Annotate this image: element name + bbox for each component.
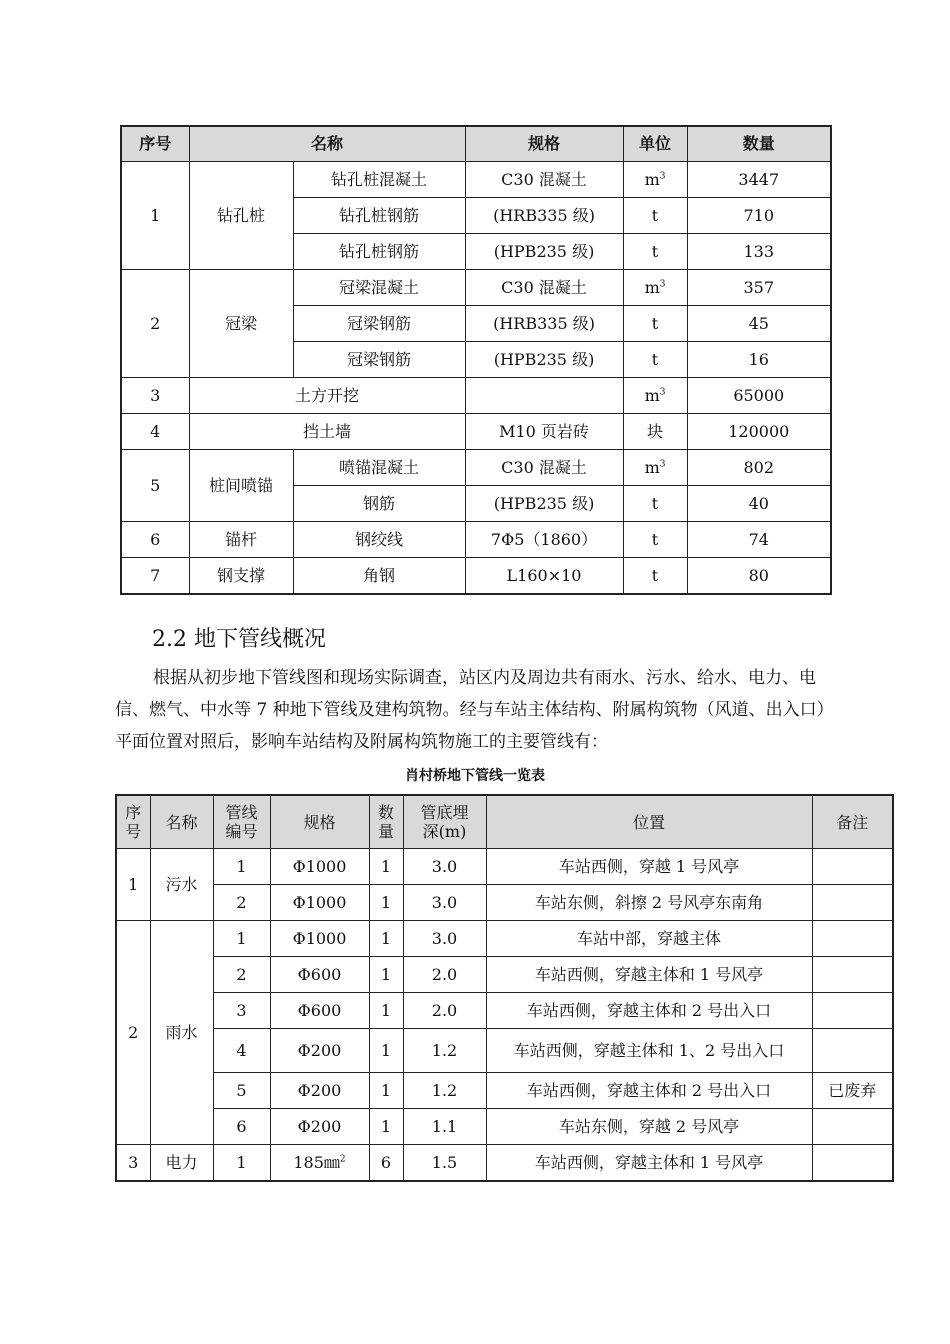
row-depth: 2.0 <box>403 993 486 1029</box>
row-unit: $m^3$ <box>623 378 687 414</box>
row-spec <box>465 378 623 414</box>
row-qty: 45 <box>687 306 831 342</box>
table-row <box>121 522 831 558</box>
row-count: 1 <box>369 1109 403 1145</box>
row-item: 喷锚混凝土 <box>293 450 465 486</box>
table-row <box>116 1073 893 1109</box>
col-header-qty: 数量 <box>687 126 831 162</box>
table-row <box>116 957 893 993</box>
row-qty: 802 <box>687 450 831 486</box>
row-qty: 710 <box>687 198 831 234</box>
row-unit: t <box>623 522 687 558</box>
row-code: 2 <box>213 957 270 993</box>
table-row <box>116 1109 893 1145</box>
table-row <box>116 1029 893 1073</box>
row-no: 4 <box>121 414 189 450</box>
row-depth: 1.2 <box>403 1029 486 1073</box>
row-qty: 40 <box>687 486 831 522</box>
row-location: 车站西侧，穿越主体和 1 号风亭 <box>486 1145 812 1182</box>
col-header-name: 名称 <box>189 126 465 162</box>
row-depth: 2.0 <box>403 957 486 993</box>
row-remark <box>812 1145 893 1182</box>
row-item: 钢筋 <box>293 486 465 522</box>
group-name: 雨水 <box>150 921 213 1145</box>
row-location: 车站西侧，穿越主体和 1、2 号出入口 <box>486 1029 812 1073</box>
row-group: 钢支撑 <box>189 558 293 595</box>
row-code: 1 <box>213 921 270 957</box>
table-row <box>121 162 831 198</box>
row-item: 冠梁钢筋 <box>293 342 465 378</box>
row-no: 1 <box>121 162 189 270</box>
row-spec: (HPB235 级) <box>465 486 623 522</box>
row-spec: C30 混凝土 <box>465 162 623 198</box>
group-name: 污水 <box>150 849 213 921</box>
row-code: 5 <box>213 1073 270 1109</box>
table-row <box>121 378 831 414</box>
row-spec: Φ1000 <box>270 921 369 957</box>
col-header-location: 位置 <box>486 795 812 849</box>
row-spec: 7Φ5（1860） <box>465 522 623 558</box>
row-item: 钻孔桩混凝土 <box>293 162 465 198</box>
row-unit: t <box>623 306 687 342</box>
row-depth: 3.0 <box>403 921 486 957</box>
row-qty: 74 <box>687 522 831 558</box>
row-qty: 120000 <box>687 414 831 450</box>
row-no: 6 <box>121 522 189 558</box>
row-item: 钻孔桩钢筋 <box>293 198 465 234</box>
table-header-row <box>116 795 893 849</box>
row-location: 车站西侧，穿越主体和 1 号风亭 <box>486 957 812 993</box>
row-qty: 65000 <box>687 378 831 414</box>
row-count: 1 <box>369 993 403 1029</box>
row-count: 1 <box>369 1073 403 1109</box>
table-row <box>121 414 831 450</box>
row-remark <box>812 849 893 885</box>
col-header-spec: 规格 <box>270 795 369 849</box>
pipeline-table <box>115 794 894 1182</box>
row-location: 车站西侧，穿越 1 号风亭 <box>486 849 812 885</box>
row-unit: $m^3$ <box>623 450 687 486</box>
row-spec: Φ600 <box>270 957 369 993</box>
col-header-count: 数 量 <box>369 795 403 849</box>
section-heading: 2.2 地下管线概况 <box>152 627 326 652</box>
table-row <box>116 885 893 921</box>
row-unit: $m^3$ <box>623 162 687 198</box>
row-depth: 1.5 <box>403 1145 486 1182</box>
row-spec: (HPB235 级) <box>465 342 623 378</box>
row-item: 冠梁钢筋 <box>293 306 465 342</box>
row-count: 1 <box>369 849 403 885</box>
row-spec: 185㎜$^2$ <box>270 1145 369 1182</box>
row-group: 冠梁 <box>189 270 293 378</box>
row-depth: 1.1 <box>403 1109 486 1145</box>
row-item: 角钢 <box>293 558 465 595</box>
col-header-code: 管线 编号 <box>213 795 270 849</box>
row-depth: 1.2 <box>403 1073 486 1109</box>
col-header-no: 序号 <box>121 126 189 162</box>
row-spec: (HRB335 级) <box>465 306 623 342</box>
row-remark <box>812 1029 893 1073</box>
row-item: 冠梁混凝土 <box>293 270 465 306</box>
row-location: 车站东侧，斜擦 2 号风亭东南角 <box>486 885 812 921</box>
row-spec: Φ200 <box>270 1109 369 1145</box>
row-unit: 块 <box>623 414 687 450</box>
row-spec: (HRB335 级) <box>465 198 623 234</box>
row-unit: t <box>623 198 687 234</box>
group-no: 2 <box>116 921 150 1145</box>
row-group: 桩间喷锚 <box>189 450 293 522</box>
row-spec: Φ600 <box>270 993 369 1029</box>
row-group: 锚杆 <box>189 522 293 558</box>
row-group: 钻孔桩 <box>189 162 293 270</box>
row-spec: Φ1000 <box>270 885 369 921</box>
col-header-unit: 单位 <box>623 126 687 162</box>
row-qty: 133 <box>687 234 831 270</box>
row-code: 4 <box>213 1029 270 1073</box>
table-row <box>116 921 893 957</box>
row-spec: (HPB235 级) <box>465 234 623 270</box>
row-remark <box>812 885 893 921</box>
group-no: 1 <box>116 849 150 921</box>
row-item: 钻孔桩钢筋 <box>293 234 465 270</box>
row-qty: 3447 <box>687 162 831 198</box>
row-unit: t <box>623 486 687 522</box>
row-spec: L160×10 <box>465 558 623 595</box>
row-no: 2 <box>121 270 189 378</box>
row-no: 7 <box>121 558 189 595</box>
row-spec: Φ200 <box>270 1073 369 1109</box>
row-code: 6 <box>213 1109 270 1145</box>
group-no: 3 <box>116 1145 150 1182</box>
row-count: 1 <box>369 885 403 921</box>
row-code: 1 <box>213 1145 270 1182</box>
row-unit: t <box>623 342 687 378</box>
row-location: 车站西侧，穿越主体和 2 号出入口 <box>486 993 812 1029</box>
row-count: 1 <box>369 1029 403 1073</box>
row-unit: t <box>623 234 687 270</box>
row-spec: Φ1000 <box>270 849 369 885</box>
row-unit: $m^3$ <box>623 270 687 306</box>
row-depth: 3.0 <box>403 849 486 885</box>
table-row <box>116 1145 893 1182</box>
section-paragraph: 根据从初步地下管线图和现场实际调查，站区内及周边共有雨水、污水、给水、电力、电信、燃气、中水等 7 种地下管线及建构筑物。经与车站主体结构、附属构筑物（风道、出入口）平面位置对照后，影响车站结构及附属构筑物施工的主要管线有： <box>115 668 834 752</box>
row-spec: C30 混凝土 <box>465 270 623 306</box>
col-header-spec: 规格 <box>465 126 623 162</box>
table-caption: 肖村桥地下管线一览表 <box>405 768 545 784</box>
row-spec: M10 页岩砖 <box>465 414 623 450</box>
row-qty: 16 <box>687 342 831 378</box>
col-header-remark: 备注 <box>812 795 893 849</box>
row-depth: 3.0 <box>403 885 486 921</box>
row-count: 1 <box>369 921 403 957</box>
row-count: 1 <box>369 957 403 993</box>
col-header-depth: 管底埋 深(m) <box>403 795 486 849</box>
col-header-name: 名称 <box>150 795 213 849</box>
row-item: 钢绞线 <box>293 522 465 558</box>
row-remark: 已废弃 <box>812 1073 893 1109</box>
table-row <box>116 993 893 1029</box>
row-remark <box>812 993 893 1029</box>
row-spec: Φ200 <box>270 1029 369 1073</box>
row-location: 车站中部，穿越主体 <box>486 921 812 957</box>
row-unit: t <box>623 558 687 595</box>
row-code: 2 <box>213 885 270 921</box>
table-row <box>121 450 831 486</box>
row-location: 车站东侧，穿越 2 号风亭 <box>486 1109 812 1145</box>
row-name: 挡土墙 <box>189 414 465 450</box>
materials-table <box>120 125 832 595</box>
row-code: 3 <box>213 993 270 1029</box>
table-row <box>116 849 893 885</box>
table-header-row <box>121 126 831 162</box>
table-row <box>121 558 831 595</box>
row-code: 1 <box>213 849 270 885</box>
row-qty: 80 <box>687 558 831 595</box>
table-row <box>121 270 831 306</box>
row-no: 3 <box>121 378 189 414</box>
row-name: 土方开挖 <box>189 378 465 414</box>
group-name: 电力 <box>150 1145 213 1182</box>
row-qty: 357 <box>687 270 831 306</box>
row-no: 5 <box>121 450 189 522</box>
col-header-no: 序 号 <box>116 795 150 849</box>
row-spec: C30 混凝土 <box>465 450 623 486</box>
row-remark <box>812 957 893 993</box>
row-remark <box>812 1109 893 1145</box>
row-count: 6 <box>369 1145 403 1182</box>
row-location: 车站西侧，穿越主体和 2 号出入口 <box>486 1073 812 1109</box>
row-remark <box>812 921 893 957</box>
